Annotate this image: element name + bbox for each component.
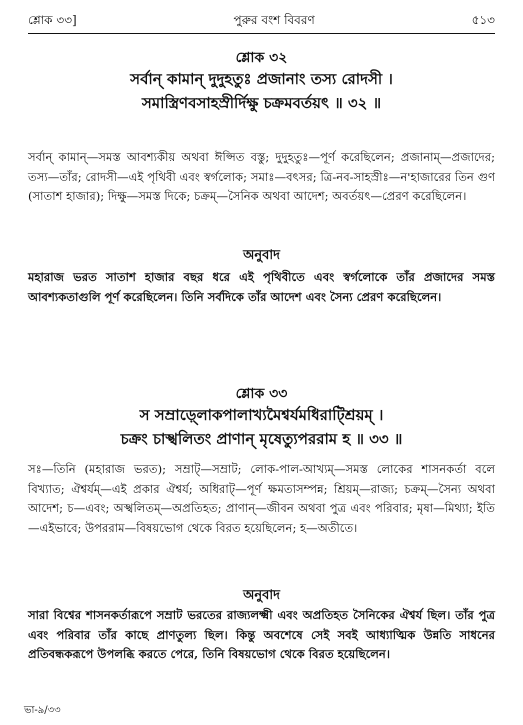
header-rule [28, 33, 495, 34]
verse-32-translation: মহারাজ ভরত সাতাশ হাজার বছর ধরে এই পৃথিবীতে এবং স্বর্গলোকে তাঁর প্রজাদের সমস্ত আবশ্যকতাগুলি পূর্ণ করেছিলেন। তিনি সর্বদিকে তাঁর আদেশ এবং সৈন্য প্রেরণ করেছিলেন। [28, 270, 495, 304]
page-footer-signature: ভা-৯/৩৩ [24, 705, 61, 716]
verse-33-synonyms: সঃ—তিনি (মহারাজ ভরত); সম্রাট্—সম্রাট; লোক-পাল-আখ্যম্—সমস্ত লোকের শাসনকর্তা বলে বিখ্যাত; ঐশ্বর্যম্—এই প্রকার ঐশ্বর্য; অধিরাট্—পূর্ণ ক্ষমতাসম্পন্ন; শ্রিয়ম্—রাজ্য; চক্রম্—সৈন্য অথবা আদেশ; চ—এবং; অস্খলিতম্—অপ্রতিহত; প্রাণান্—জীবন অথবা পুত্র এবং পরিবার; মৃষা—মিথ্যা; ইতি—এইভাবে; উপররাম—বিষয়ভোগ থেকে বিরত হয়েছিলেন; হ—অতীতে। [28, 462, 495, 535]
verse-32-title: শ্লোক ৩২ [235, 50, 288, 66]
verse-33-translation-heading: অনুবাদ [243, 588, 280, 603]
verse-32-translation-heading: অনুবাদ [243, 248, 280, 263]
verse-33-line-2: চক্রং চাস্খলিতং প্রাণান্ মৃষেত্যুপররাম হ ॥ ৩৩ ॥ [120, 430, 403, 448]
running-header [28, 12, 495, 28]
verse-33-line-1: স সম্রাড়্লোকপালাখ্যমৈশ্বর্যমধিরাট্শ্রিয়ম্ । [139, 406, 384, 424]
header-chapter-title: পুরুর বংশ বিবরণ [233, 13, 315, 27]
page-number: ৫১৩ [471, 13, 495, 27]
verse-32-synonyms: সর্বান্ কামান্—সমস্ত আবশ্যকীয় অথবা ঈপ্সিত বস্তু; দুদুহতুঃ—পূর্ণ করেছিলেন; প্রজানাম্—প্রজাদের; তস্য—তাঁর; রোদসী—এই পৃথিবী এবং স্বর্গলোক; সমাঃ—বৎসর; ত্রি-নব-সাহস্রীঃ—ন'হাজারের তিন গুণ (সাতাশ হাজার); দিক্ষু—সমস্ত দিকে; চক্রম্—সৈনিক অথবা আদেশ; অবর্তয়ৎ—প্রেরণ করেছিলেন। [28, 150, 495, 203]
verse-32-line-1: সর্বান্ কামান্ দুদুহতুঃ প্রজানাং তস্য রোদসী । [130, 70, 393, 88]
verse-33-translation: সারা বিশ্বের শাসনকর্তারূপে সম্রাট ভরতের রাজ্যলক্ষ্মী এবং অপ্রতিহত সৈনিকের ঐশ্বর্য ছিল। তাঁর পুত্র এবং পরিবার তাঁর কাছে প্রাণতুল্য ছিল। কিন্তু অবশেষে সেই সবই আধ্যাত্মিক উন্নতি সাধনের প্রতিবন্ধকরূপে উপলব্ধি করতে পেরে, তিনি বিষয়ভোগ থেকে বিরত হয়েছিলেন। [28, 608, 495, 661]
header-verse-ref: শ্লোক ৩৩] [28, 13, 77, 27]
verse-32-line-2: সমাস্ত্রিণবসাহস্রীর্দিক্ষু চক্রমবর্তয়ৎ ॥ ৩২ ॥ [141, 94, 382, 112]
verse-33-title: শ্লোক ৩৩ [235, 386, 288, 402]
